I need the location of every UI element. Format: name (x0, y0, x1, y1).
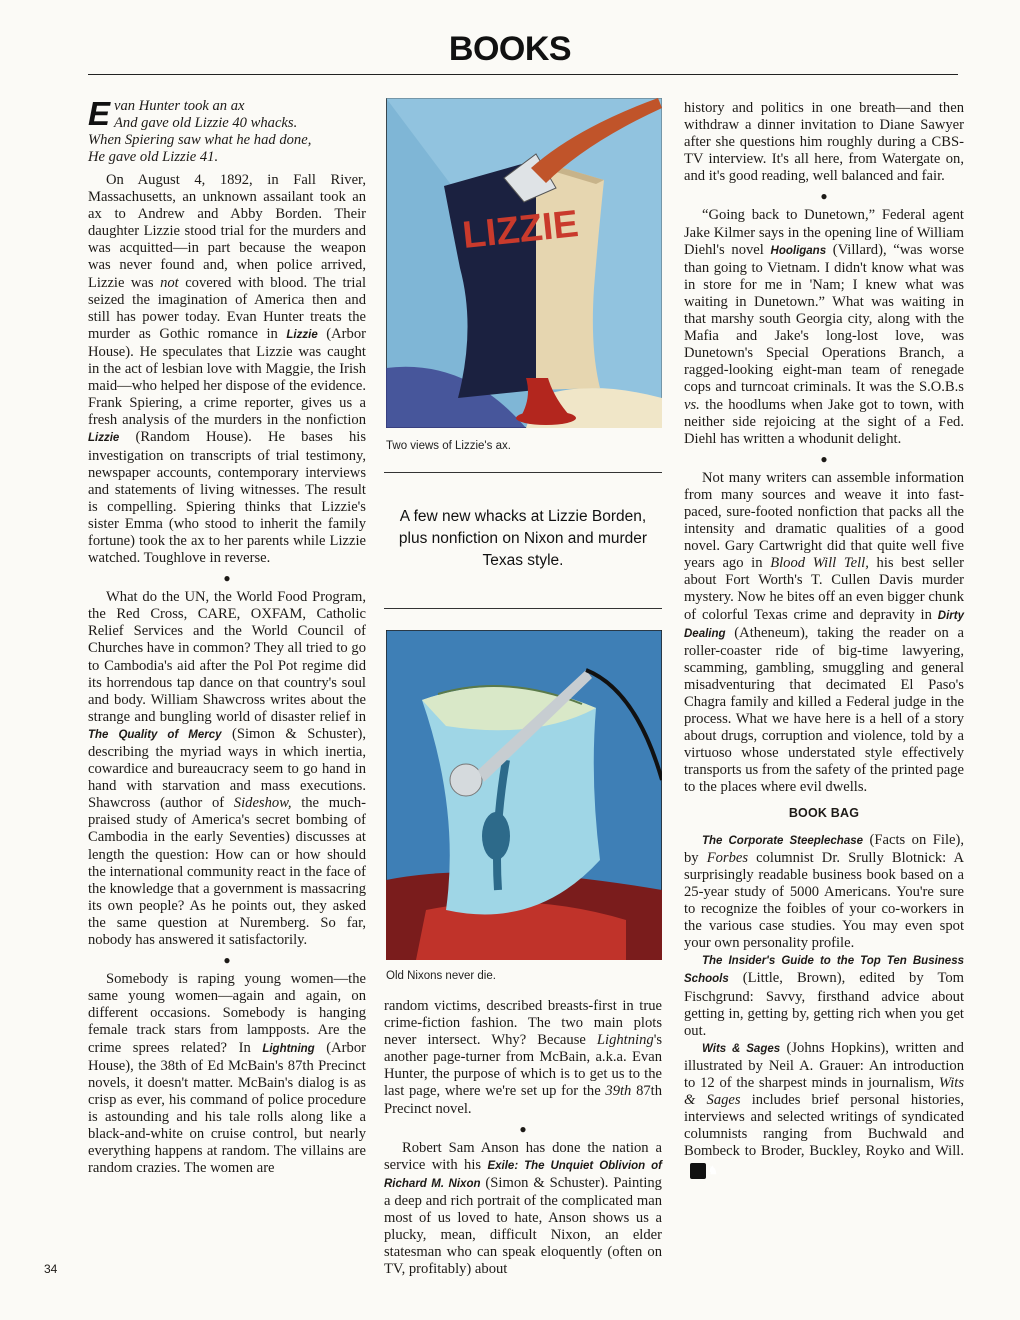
paragraph: random victims, described breasts-first in true crime-fiction fashion. The two main plots never intersect. Why? Because Lightning's another page-turner from McBain, a.k.a. Evan Hunter, the purpose of which is to get us to the last page, where we're set up for the 39th 87th Precinct novel. (384, 998, 663, 1117)
book-title: Dirty Dealing (684, 609, 964, 640)
pull-quote: A few new whacks at Lizzie Borden, plus nonfiction on Nixon and murder Texas style. (398, 508, 648, 569)
book-title: The Quality of Mercy (88, 728, 222, 741)
paragraph: Not many writers can assemble information from many sources and weave it into fast-paced, sure-footed nonfiction that packs all the intensity and dramatic qualities of a good novel. Gary Cartwright did that quite well five years ago in Blood Will Tell, his best seller about Fort Worth's T. Cullen Davis murder mystery. Now he bites off an even bigger chunk of colorful Texas crime and depravity in Dirty Dealing (Atheneum), taking the reader on a roller-coaster ride of big-time lawyering, scamming, gambling, smuggling and general misadventuring that decimated El Paso's Chagra family and killed a Federal judge in the process. What we have here is a hell of a story about drugs, corruption and violence, told by a virtuoso whose understated style effectively transports us from the safety of the printed page to the places where evil dwells. (684, 469, 964, 796)
book-title: Wits & Sages (702, 1042, 781, 1055)
book-title: Lightning (262, 1042, 315, 1055)
paragraph: Robert Sam Anson has done the nation a service with his Exile: The Unquiet Oblivion of Richard M. Nixon (Simon & Schuster). Painting a deep and rich portrait of the complicated man most of us loved to hate, Anson shows us a plucky, mean, difficult Nixon, an elder statesman who can speak eloquently (often on TV, profitably) about (384, 1139, 662, 1278)
paragraph: “Going back to Dunetown,” Federal agent Jake Kilmer says in the opening line of William Diehl's novel Hooligans (Villard), “was worse than going to Vietnam. I didn't know what was in store for me in 'Nam; I knew what was waiting in Dunetown.” What was waiting in that marshy south Georgia city, along with the Mafia and Jake's long-lost love, was Dunetown's Special Operations Branch, a ragged-looking eight-man team of renegade cops and turncoat criminals. It was the S.O.B.s vs. the hoodlums when Jake got to town, with neither side rejoicing at the sight of a Fed. Diehl has written a whodunit delight. (684, 207, 964, 447)
section-title: BOOKS (448, 30, 572, 68)
lizzie-ax-illustration (386, 98, 662, 428)
book-title: Hooligans (770, 244, 827, 257)
column-1 (88, 95, 366, 1177)
rabbit-head-icon: ♞ (690, 1163, 706, 1179)
verse-line: He gave old Lizzie 41. (88, 149, 219, 165)
book-cover-title: LIZZIE (460, 203, 581, 257)
page-number: 34 (44, 1262, 58, 1276)
header-rule (88, 74, 958, 75)
bullet-icon: ● (820, 451, 828, 466)
bullet-icon: ● (223, 953, 231, 968)
column-3 (684, 100, 964, 1179)
book-bag-entry: The Insider's Guide to the Top Ten Business Schools (Little, Brown), edited by Tom Fischgrund: Savvy, firsthand advice about getting in, getting by, getting rich when you get out. (684, 955, 964, 1039)
verse-line: And gave old Lizzie 40 whacks. (114, 115, 298, 131)
book-title: Lizzie (286, 328, 318, 341)
book-title: The Insider's Guide to the Top Ten Business Schools (684, 955, 964, 986)
opening-verse (88, 95, 366, 166)
verse-line: van Hunter took an ax (114, 98, 245, 114)
column-2-text (384, 998, 662, 1278)
bullet-icon: ● (820, 189, 828, 204)
bullet-icon: ● (519, 1121, 527, 1136)
book-title: The Corporate Steeplechase (702, 834, 864, 847)
paragraph: On August 4, 1892, in Fall River, Massachusetts, an unknown assailant took an ax to Andrew and Abby Borden. Their daughter Lizzie stood trial for the murders and was acquitted—in part because the weapon was never found and, when police arrived, Lizzie was not covered with blood. The trial seized the imagination of America then and still has power today. Evan Hunter treats the murder as Gothic romance in Lizzie (Arbor House). He speculates that Lizzie was caught in the act of lesbian love with Maggie, the Irish maid—who helped her dispose of the evidence. Frank Spiering, a crime reporter, gives us a fresh analysis of the murders in the nonfiction Lizzie (Random House). He bases his investigation on transcripts of trial testimony, newspaper accounts, contemporary interviews and statements of living witnesses. The result is compelling. Spiering thinks that Lizzie's sister Emma (who stood to inherit the family fortune) took the ax to her parents while Lizzie watched. Toughlove in reverse. (88, 172, 366, 567)
book-title: Lizzie (88, 432, 120, 445)
figure-caption: Old Nixons never die. (386, 970, 496, 982)
paragraph: Somebody is raping young women—the same young women—again and again, on different occasions. Somebody is hanging female track stars from lampposts. Are the crime sprees related? In Lightning (Arbor House), the 38th of Ed McBain's 87th Precinct novels, it doesn't matter. McBain's dialog is as crisp as ever, his command of police procedure is astounding and his tale rolls along like a black-and-white on cruise control, but nearly everything happens at random. The villains are random crazies. The women are (88, 971, 366, 1177)
book-title: Exile: The Unquiet Oblivion of Richard M. Nixon (384, 1159, 662, 1190)
verse-line: When Spiering saw what he had done, (88, 132, 312, 148)
pullquote-rule-bottom (384, 608, 662, 609)
drop-cap: E (88, 95, 111, 132)
book-bag-entry: The Corporate Steeplechase (Facts on File), by Forbes columnist Dr. Srully Blotnick: A surprisingly readable business book based on a 25-year study of 5000 Americans. You're sure to recognize the foibles of your co-workers in the various case studies. You may even spot your own personality profile. (684, 831, 965, 952)
figure-caption: Two views of Lizzie's ax. (386, 440, 511, 452)
paragraph: What do the UN, the World Food Program, the Red Cross, CARE, OXFAM, Catholic Relief Services and the World Council of Churches have in common? They all tried to go to Cambodia's aid after the Pol Pot regime did its horrendous tap dance on that country's soul and body. William Shawcross writes about the strange and bungling world of disaster relief in The Quality of Mercy (Simon & Schuster), describing the myriad ways in which inertia, cowardice and bureaucracy seem to go hand in hand with starvation and mass executions. Shawcross (author of Sideshow, the much-praised study of America's secret bombing of Cambodia in the early Seventies) discusses at length the question: How can or how should the international community react in the face of the knowledge that a government is massacring its own people? As he points out, they asked the same question at Nuremberg. So far, nobody has answered it satisfactorily. (88, 589, 366, 949)
pullquote-rule-top (384, 472, 662, 473)
book-bag-entry: Wits & Sages (Johns Hopkins), written and illustrated by Neil A. Grauer: An introduction to 12 of the sharpest minds in journalism, Wits & Sages includes brief personal histories, interviews and selected writings of syndicated columnists ranging from Buchwald and Bombeck to Broder, Buckley, Royko and Will.♞ (684, 1039, 964, 1178)
bullet-icon: ● (223, 571, 231, 586)
paragraph: history and politics in one breath—and then withdraw a dinner invitation to Diane Sawyer after she questions him roughly during a CBS-TV interview. It's all here, from Watergate on, and it's good reading, well balanced and fair. (684, 100, 964, 185)
nixon-money-illustration (386, 630, 662, 960)
book-bag-heading: BOOK BAG (788, 805, 860, 820)
